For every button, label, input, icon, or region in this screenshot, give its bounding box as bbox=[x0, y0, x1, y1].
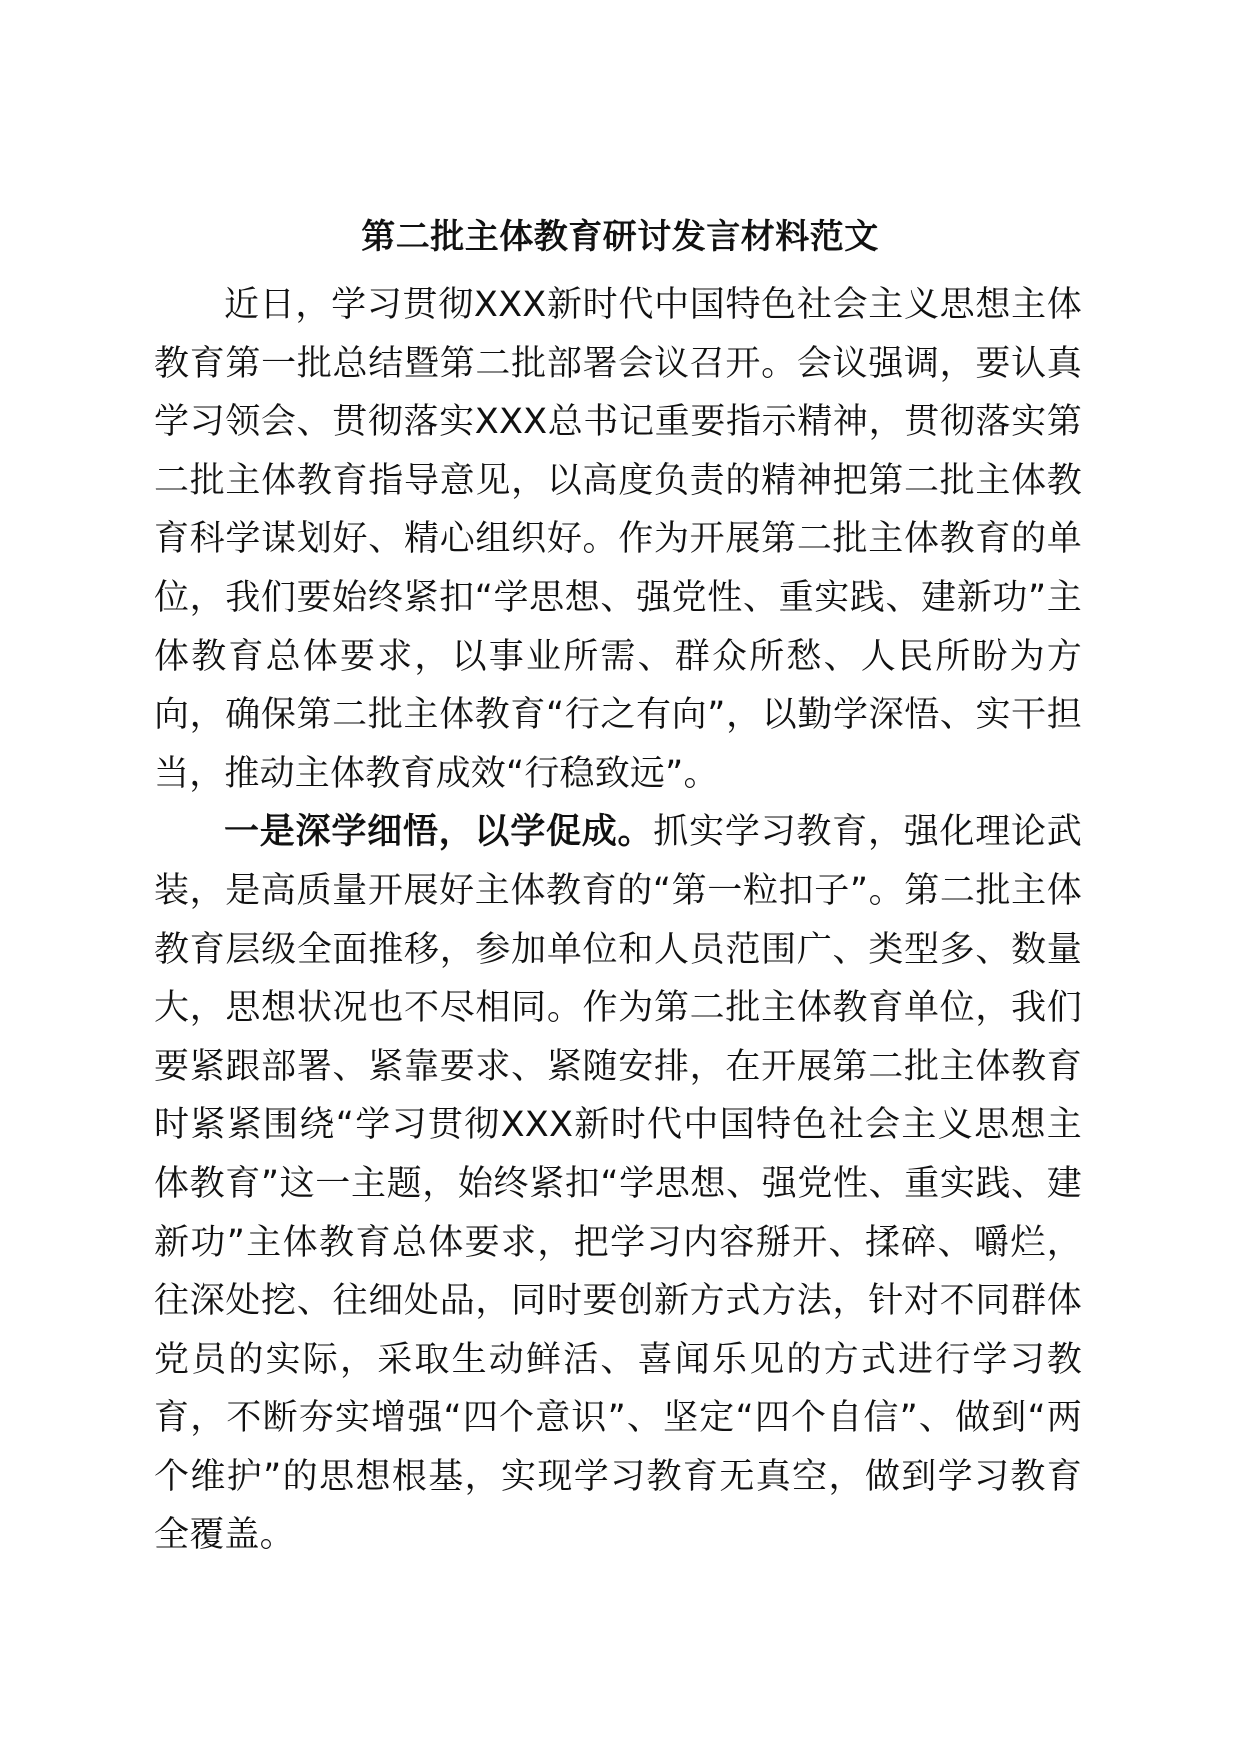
paragraph-point-one bbox=[154, 803, 1082, 1565]
paragraph-intro bbox=[154, 276, 1082, 803]
paragraph-lead: 一是深学细悟，以学促成。 bbox=[224, 812, 654, 853]
document-title: 第二批主体教育研讨发言材料范文 bbox=[361, 217, 879, 257]
paragraph-text: 近日，学习贯彻XXX新时代中国特色社会主义思想主体教育第一批总结暨第二批部署会议召开。会议强调，要认真学习领会、贯彻落实XXX总书记重要指示精神，贯彻落实第二批主体教育指导意见，以高度负责的精神把第二批主体教育科学谋划好、精心组织好。作为开展第二批主体教育的单位，我们要始终紧扣“学思想、强党性、重实践、建新功”主体教育总体要求，以事业所需、群众所愁、人民所盼为方向，确保第二批主体教育“行之有向”，以勤学深悟、实干担当，推动主体教育成效“行稳致远”。 bbox=[154, 285, 1082, 794]
paragraph-text: 抓实学习教育，强化理论武装，是高质量开展好主体教育的“第一粒扣子”。第二批主体教育层级全面推移，参加单位和人员范围广、类型多、数量大，思想状况也不尽相同。作为第二批主体教育单位，我们要紧跟部署、紧靠要求、紧随安排，在开展第二批主体教育时紧紧围绕“学习贯彻XXX新时代中国特色社会主义思想主体教育”这一主题，始终紧扣“学思想、强党性、重实践、建新功”主体教育总体要求，把学习内容掰开、揉碎、嚼烂，往深处挖、往细处品，同时要创新方式方法，针对不同群体党员的实际，采取生动鲜活、喜闻乐见的方式进行学习教育，不断夯实增强“四个意识”、坚定“四个自信”、做到“两个维护”的思想根基，实现学习教育无真空，做到学习教育全覆盖。 bbox=[154, 812, 1083, 1556]
document-body bbox=[154, 276, 1082, 1565]
